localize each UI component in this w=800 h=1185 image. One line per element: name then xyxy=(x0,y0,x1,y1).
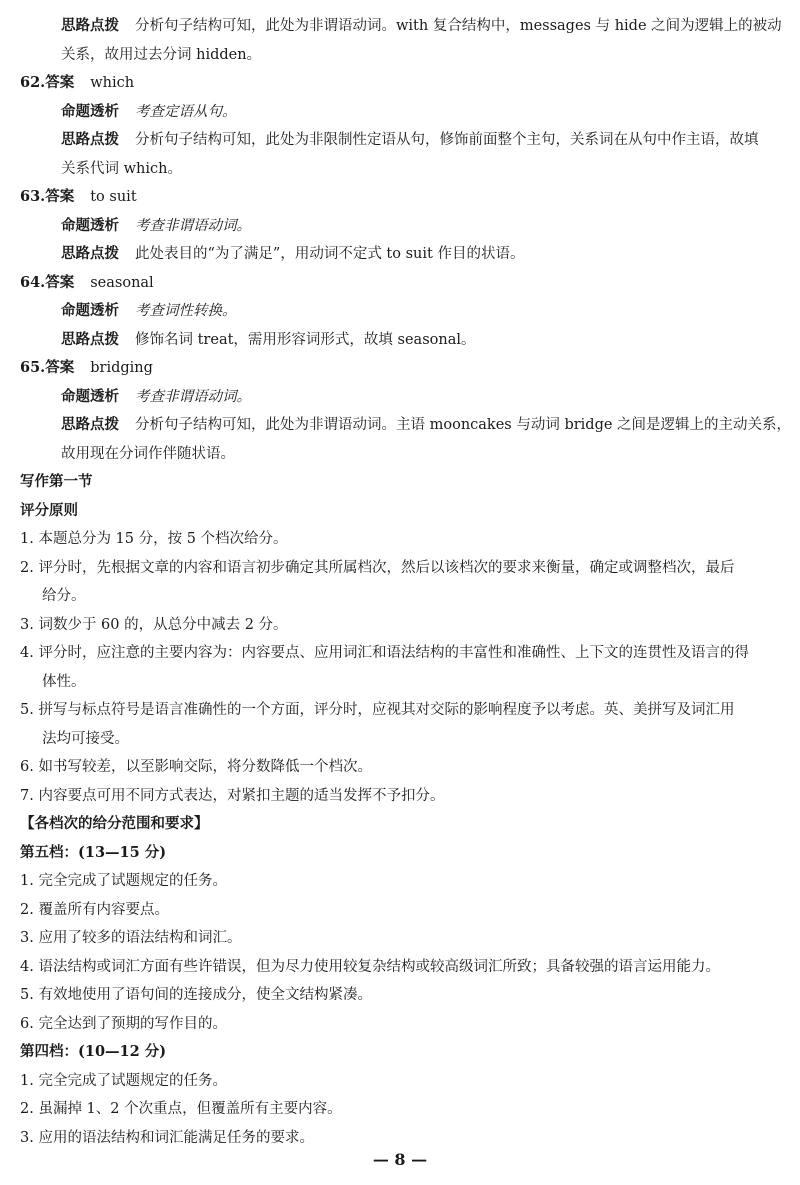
explanation-label: 思路点拨 xyxy=(61,416,119,433)
level4-title: 第四档：(10—12 分) xyxy=(20,1043,167,1060)
principle-item: 1. 本题总分为 15 分，按 5 个档次给分。 xyxy=(20,531,288,547)
principle-item: 4. 评分时，应注意的主要内容为：内容要点、应用词汇和语法结构的丰富性和准确性、上下文的连贯性及语言的得 xyxy=(20,645,749,661)
answer-label: 答案 xyxy=(45,74,75,91)
principle-item: 5. 拼写与标点符号是语言准确性的一个方面，评分时，应视其对交际的影响程度予以考虑。英、美拼写及词汇用 xyxy=(20,702,735,718)
explanation-line xyxy=(20,155,780,184)
level4-item: 2. 虽漏掉 1、2 个次重点，但覆盖所有主要内容。 xyxy=(20,1101,342,1117)
question-number: 63. xyxy=(20,188,46,205)
levels-title: 【各档次的给分范围和要求】 xyxy=(20,815,209,832)
question-number: 65. xyxy=(20,359,46,376)
question-number: 64. xyxy=(20,273,46,291)
answer-value: which xyxy=(90,75,135,91)
principle-item: 6. 如书写较差，以至影响交际，将分数降低一个档次。 xyxy=(20,759,372,775)
explanation-text: 分析句子结构可知，此处为非限制性定语从句，修饰前面整个主句，关系词在从句中作主语，故填 xyxy=(135,132,759,148)
answer-value: bridging xyxy=(90,360,153,376)
explanation-line xyxy=(20,12,780,41)
level5-title: 第五档：(13—15 分) xyxy=(20,843,167,861)
explanation-text: 故用现在分词作伴随状语。 xyxy=(61,445,235,462)
analysis-text: 考查词性转换。 xyxy=(135,303,237,319)
level5-item: 3. 应用了较多的语法结构和词汇。 xyxy=(20,930,242,946)
explanation-label: 思路点拨 xyxy=(61,17,119,34)
answer-line-64 xyxy=(20,269,780,298)
explanation-line xyxy=(20,126,780,155)
analysis-text: 考查非谓语动词。 xyxy=(135,388,251,405)
principle-item-cont: 体性。 xyxy=(42,673,86,690)
explanation-text: 修饰名词 treat，需用形容词形式，故填 seasonal。 xyxy=(135,331,476,348)
level4-item: 1. 完全完成了试题规定的任务。 xyxy=(20,1072,227,1089)
explanation-text: 关系，故用过去分词 hidden。 xyxy=(61,46,262,63)
analysis-label: 命题透析 xyxy=(61,302,119,319)
answer-value: seasonal xyxy=(90,274,154,291)
analysis-line xyxy=(20,212,780,241)
principle-item: 7. 内容要点可用不同方式表达，对紧扣主题的适当发挥不予扣分。 xyxy=(20,787,445,804)
principles-title: 评分原则 xyxy=(20,501,78,519)
level5-item: 2. 覆盖所有内容要点。 xyxy=(20,901,169,918)
answer-value: to suit xyxy=(90,189,137,205)
level5-item: 4. 语法结构或词汇方面有些许错误，但为尽力使用较复杂结构或较高级词汇所致；具备较强的语言运用能力。 xyxy=(20,958,720,975)
analysis-line xyxy=(20,383,780,412)
answer-line-65 xyxy=(20,354,780,383)
level5-item: 5. 有效地使用了语句间的连接成分，使全文结构紧凑。 xyxy=(20,987,372,1003)
explanation-line xyxy=(20,440,780,469)
principle-item: 3. 词数少于 60 的，从总分中减去 2 分。 xyxy=(20,616,288,633)
explanation-label: 思路点拨 xyxy=(61,131,119,148)
answer-label: 答案 xyxy=(45,188,75,205)
explanation-text: 分析句子结构可知，此处为非谓语动词。主语 mooncakes 与动词 bridge 之间是逻辑上的主动关系， xyxy=(135,417,792,433)
analysis-line xyxy=(20,98,780,127)
question-number: 62. xyxy=(20,74,46,91)
principle-item: 2. 评分时，先根据文章的内容和语言初步确定其所属档次，然后以该档次的要求来衡量，确定或调整档次，最后 xyxy=(20,559,735,576)
level5-item: 6. 完全达到了预期的写作目的。 xyxy=(20,1015,227,1032)
answer-line-63 xyxy=(20,183,780,212)
explanation-label: 思路点拨 xyxy=(61,330,119,348)
explanation-line xyxy=(20,326,780,355)
analysis-text: 考查非谓语动词。 xyxy=(135,217,251,234)
answer-label: 答案 xyxy=(45,273,75,291)
explanation-line xyxy=(20,240,780,269)
level4-item: 3. 应用的语法结构和词汇能满足任务的要求。 xyxy=(20,1129,314,1146)
section-title: 写作第一节 xyxy=(20,473,93,490)
explanation-text: 分析句子结构可知，此处为非谓语动词。with 复合结构中，messages 与 hide 之间为逻辑上的被动 xyxy=(135,18,782,34)
explanation-text: 此处表目的“为了满足”，用动词不定式 to suit 作目的状语。 xyxy=(135,246,525,262)
answer-line-62 xyxy=(20,69,780,98)
explanation-text: 关系代词 which。 xyxy=(61,160,182,177)
principle-item-cont: 给分。 xyxy=(42,588,86,604)
answer-label: 答案 xyxy=(45,359,75,376)
analysis-line xyxy=(20,297,780,326)
principle-item-cont: 法均可接受。 xyxy=(42,730,129,747)
analysis-label: 命题透析 xyxy=(61,387,119,405)
page-number: — 8 — xyxy=(372,1150,428,1169)
explanation-line xyxy=(20,41,780,70)
analysis-text: 考查定语从句。 xyxy=(135,103,237,120)
explanation-label: 思路点拨 xyxy=(61,245,119,262)
analysis-label: 命题透析 xyxy=(61,102,119,120)
analysis-label: 命题透析 xyxy=(61,216,119,234)
level5-item: 1. 完全完成了试题规定的任务。 xyxy=(20,873,227,889)
explanation-line xyxy=(20,411,792,440)
